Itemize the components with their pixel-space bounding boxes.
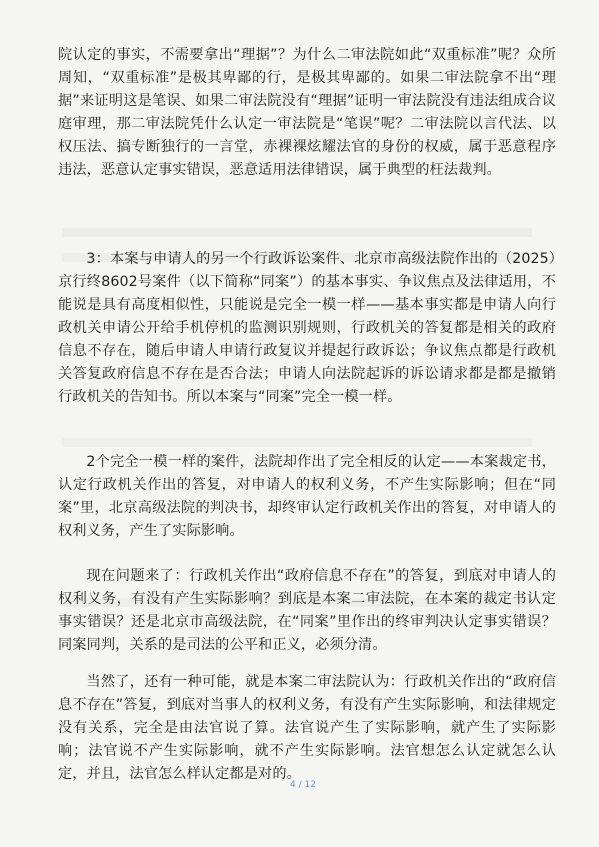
paragraph-1-text: 院认定的事实，不需要拿出“理据”？为什么二审法院如此“双重标准”呢？众所周知，“双重标准”是极其卑鄙的行，是极其卑鄙的。如果二审法院拿不出“理据”来证明这是笔误、如果二审法院没有“理据”证明一审法院没有违法组成合议庭审理，那二审法院凭什么认定一审法院是“笔误”呢？二审法院以言代法、以权压法、搞专断独行的一言堂，赤裸裸炫耀法官的身份的权威，属于恶意程序违法，恶意认定事实错误，恶意适用法律错误，属于典型的枉法裁判。 bbox=[58, 47, 556, 178]
paragraph-2-text: 3：本案与申请人的另一个行政诉讼案件、北京市高级法院作出的（2025）京行终8602号案件（以下简称“同案”）的基本事实、争议焦点及法律适用，不能说是具有高度相似性，只能说是完全一模一样——基本事实都是申请人向行政机关申请公开给手机停机的监测识别规则，行政机关的答复都是相关的政府信息不存在，随后申请人申请行政复议并提起行政诉讼；争议焦点都是行政机关答复政府信息不存在是否合法；申请人向法院起诉的诉讼请求都是都是撤销行政机关的告知书。所以本案与“同案”完全一模一样。 bbox=[58, 251, 556, 405]
paragraph-5-text: 当然了，还有一种可能，就是本案二审法院认为：行政机关作出的“政府信息不存在”答复，到底对当事人的权利义务，有没有产生实际影响，和法律规定没有关系，完全是由法官说了算。法官说产生了实际影响，就产生了实际影响；法官说不产生实际影响，就不产生实际影响。法官想怎么认定就怎么认定，并且，法官怎么样认定都是对的。 bbox=[58, 674, 556, 782]
paragraph-3 bbox=[58, 451, 556, 543]
paragraph-3-text: 2个完全一模一样的案件，法院却作出了完全相反的认定——本案裁定书，认定行政机关作出的答复，对申请人的权利义务，不产生实际影响；但在“同案”里，北京高级法院的判决书，却终审认定行政机关作出的答复，对申请人的权利义务，产生了实际影响。 bbox=[58, 454, 556, 539]
page-number: 4 / 12 bbox=[290, 780, 316, 790]
paragraph-5 bbox=[58, 671, 556, 786]
paragraph-1 bbox=[58, 44, 556, 182]
paragraph-4-text: 现在问题来了：行政机关作出“政府信息不存在”的答复，到底对申请人的权利义务，有没有产生实际影响？到底是本案二审法院，在本案的裁定书认定事实错误？还是北京市高级法院，在“同案”里作出的终审判决认定事实错误？同案同判，关系的是司法的公平和正义，必须分清。 bbox=[58, 568, 556, 653]
paragraph-2 bbox=[58, 248, 556, 409]
paragraph-4 bbox=[58, 565, 556, 657]
